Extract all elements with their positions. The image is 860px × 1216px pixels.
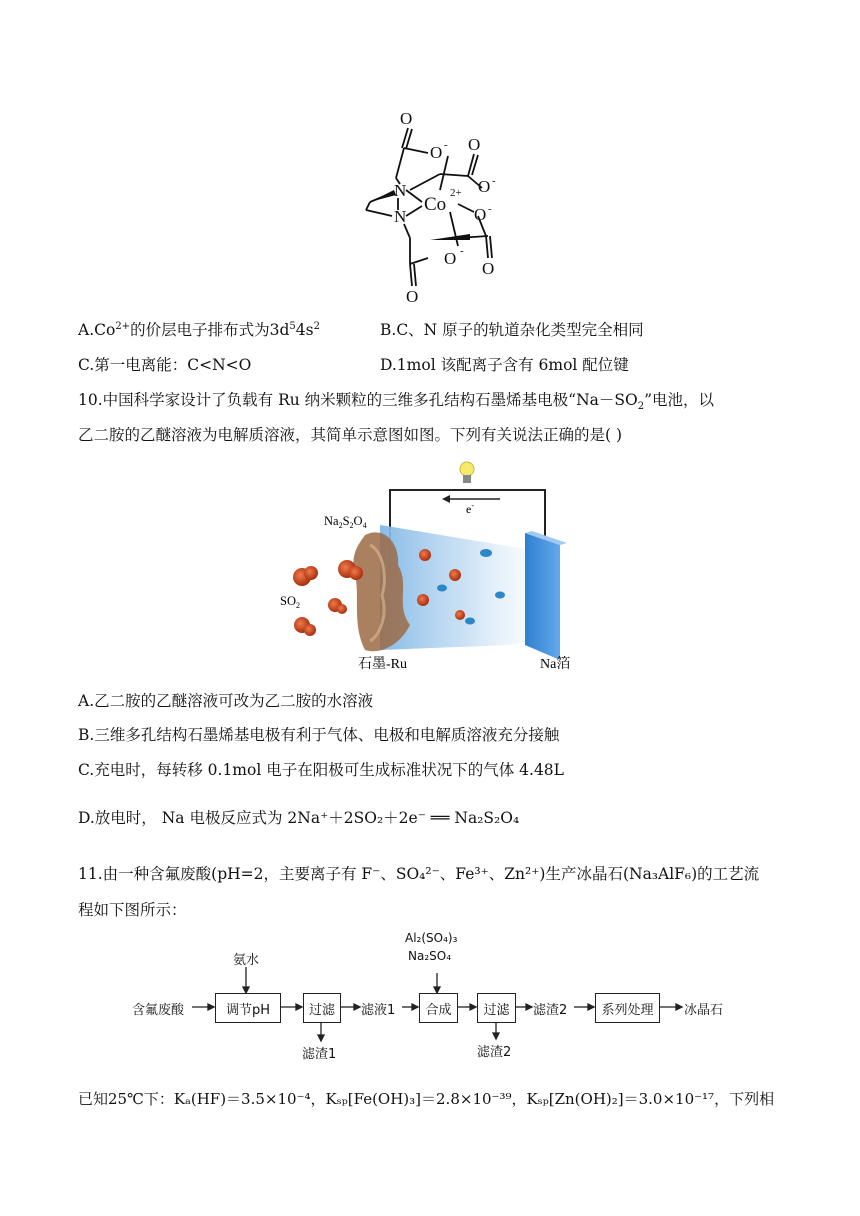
option-10d: D.放电时， Na 电极反应式为 2Na⁺＋2SO₂＋2e⁻ ══ Na₂S₂O₄ (78, 809, 520, 827)
atom-n: N (394, 207, 407, 226)
na-foil-label: Na箔 (540, 657, 571, 672)
flow-reagent-ammonia: 氨水 (233, 953, 260, 968)
option-10b: B.三维多孔结构石墨烯基电极有利于气体、电极和电解质溶液充分接触 (78, 726, 560, 744)
svg-text:-: - (492, 175, 496, 187)
so2-label: $SO_2$ (280, 594, 300, 610)
known-constants: 已知25℃下：Kₐ(HF)＝3.5×10⁻⁴，Kₛₚ[Fe(OH)₃]＝2.8×10⁻³⁹，Kₛₚ[Zn(OH)₂]＝3.0×10⁻¹⁷，下列相 (78, 1090, 775, 1108)
question-11-line1: 11.由一种含氟废酸(pH=2，主要离子有 F⁻、SO₄²⁻、Fe³⁺、Zn²⁺)生产冰晶石(Na₃AlF₆)的工艺流 (78, 865, 760, 883)
na2s2o4-label: $Na_2S_2O_4$ (324, 514, 367, 530)
electron-label: e- (466, 501, 474, 516)
process-flowchart (0, 925, 860, 1065)
flow-box-synthesis: 合成 (419, 993, 458, 1023)
atom-o: O (430, 143, 443, 162)
atom-o: O (478, 177, 491, 196)
bulb-icon (460, 462, 474, 483)
svg-text:-: - (460, 245, 464, 257)
atom-co: Co (424, 194, 447, 215)
flow-output: 冰晶石 (684, 1003, 724, 1018)
atom-o: O (482, 259, 495, 278)
graphite-ru-label: 石墨-Ru (358, 657, 407, 672)
flow-filtrate-1: 滤液1 (361, 1003, 396, 1018)
question-11-line2: 程如下图所示： (78, 901, 187, 919)
flow-reagent-na2so4: Na₂SO₄ (408, 949, 452, 963)
svg-text:-: - (488, 203, 492, 215)
flow-box-adjust-ph: 调节pH (215, 993, 281, 1023)
option-10c: C.充电时，每转移 0.1mol 电子在阳极可生成标准状况下的气体 4.48L (78, 761, 564, 779)
flow-reagent-al2so43: Al₂(SO₄)₃ (405, 931, 458, 945)
atom-o: O (474, 205, 487, 224)
atom-o: O (468, 135, 481, 154)
question-10-line2: 乙二胺的乙醚溶液为电解质溶液，其简单示意图如图。下列有关说法正确的是( ) (78, 426, 623, 444)
atom-o: O (444, 249, 457, 268)
flow-box-series-treatment: 系列处理 (595, 993, 660, 1023)
cobalt-complex-structure (340, 98, 530, 308)
option-9d: D.1mol 该配离子含有 6mol 配位键 (380, 356, 629, 374)
atom-o: O (406, 287, 419, 306)
atom-charge: 2+ (450, 187, 462, 199)
flow-input: 含氟废酸 (132, 1003, 185, 1018)
atom-o: O (400, 109, 413, 128)
option-9c: C.第一电离能：C<N<O (78, 356, 252, 374)
question-10-line1: 10.中国科学家设计了负载有 Ru 纳米颗粒的三维多孔结构石墨烯基电极“$Na-SO_2$”电池，以 (78, 391, 715, 413)
option-10a: A.乙二胺的乙醚溶液可改为乙二胺的水溶液 (78, 692, 374, 710)
atom-charge: - (444, 139, 448, 151)
flow-residue-2: 滤渣2 (477, 1045, 512, 1060)
atom-n: N (394, 181, 407, 200)
flow-box-filter-1: 过滤 (303, 993, 341, 1023)
flow-box-filter-2: 过滤 (477, 993, 516, 1023)
option-9a: $A.Co^{2+}$的价层电子排布式为$3d^54s^2$ (78, 320, 320, 339)
battery-diagram (270, 455, 600, 680)
option-9b: B.C、N 原子的轨道杂化类型完全相同 (380, 321, 644, 339)
flow-residue-1: 滤渣1 (302, 1047, 337, 1062)
flow-filtrate-2: 滤渣2 (533, 1003, 568, 1018)
